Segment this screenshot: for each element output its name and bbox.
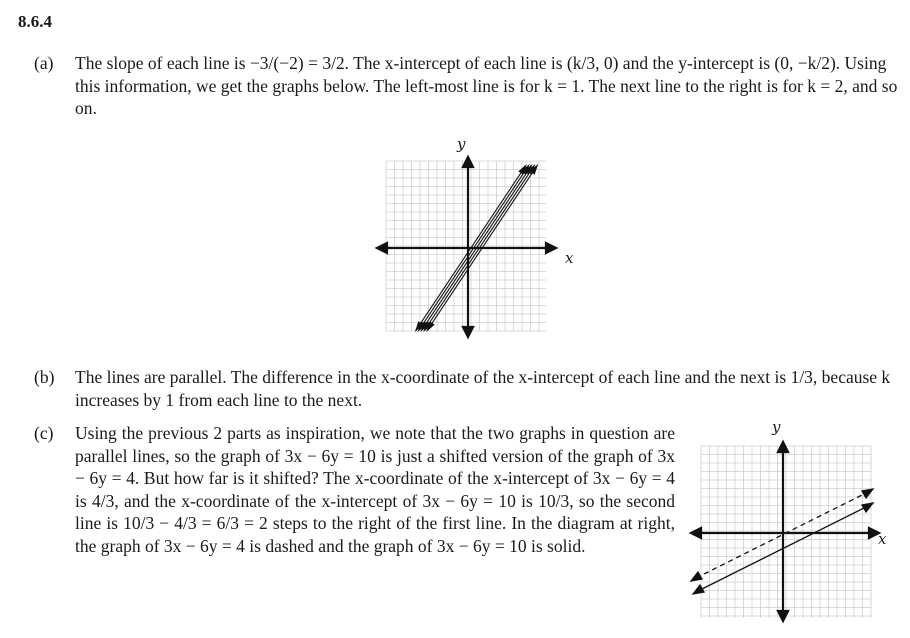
part-a-text: The slope of each line is −3/(−2) = 3/2. The x-intercept of each line is (k/3, 0) and the y-intercept is (0, −k/2). Using this information, we get the graphs below. The left-most line is for k = 1. The next line to the right is for k = 2, and so on. [75, 53, 898, 118]
graph-a-y-arrow-down [463, 327, 473, 337]
part-b-text: The lines are parallel. The difference in the x-coordinate of the x-intercept of each line and the next is 1/3, because k increases by 1 from each line to the next. [75, 367, 891, 410]
part-c-text: Using the previous 2 parts as inspiration, we note that the two graphs in question are parallel lines, so the graph of 3x − 6y = 10 is just a shifted version of the graph of 3x − 6y = 4. But how far is it shifted? The x-coordinate of the x-intercept of 3x − 6y = 4 is 4/3, and the x-coordinate of the x-intercept of 3x − 6y = 10 is 10/3, so the second line is 10/3 − 4/3 = 6/3 = 2 steps to the right of the first line. In the diagram at right, the graph of 3x − 6y = 4 is dashed and the graph of 3x − 6y = 10 is solid. [75, 423, 675, 556]
graph-c-y-arrow-up [778, 442, 788, 452]
graph-a-x-arrow-left [377, 243, 387, 253]
part-a-label: (a) [34, 53, 54, 73]
graph-c [688, 418, 893, 633]
graph-c-y-arrow-down [778, 611, 788, 621]
graph-c-dashed-arrow-start [691, 572, 702, 581]
part-b [34, 366, 894, 414]
graph-c-y-label: y [772, 418, 781, 436]
part-b-label: (b) [34, 367, 55, 387]
graph-a-x-label: x [565, 249, 574, 267]
graph-a-grid [386, 161, 546, 331]
graph-a-y-arrow-up [463, 157, 473, 167]
graph-a-x-arrow-right [546, 243, 556, 253]
section-number: 8.6.4 [18, 12, 52, 31]
part-c [34, 422, 674, 607]
graph-a [375, 135, 575, 335]
graph-c-axes [691, 442, 879, 621]
graph-a-axes [377, 157, 556, 337]
graph-a-y-label: y [457, 135, 466, 153]
graph-c-x-label: x [878, 530, 887, 548]
part-a [34, 52, 898, 122]
graph-c-x-arrow-left [691, 528, 701, 538]
part-c-label: (c) [34, 423, 54, 443]
graph-c-solid-arrow-start [693, 585, 704, 594]
